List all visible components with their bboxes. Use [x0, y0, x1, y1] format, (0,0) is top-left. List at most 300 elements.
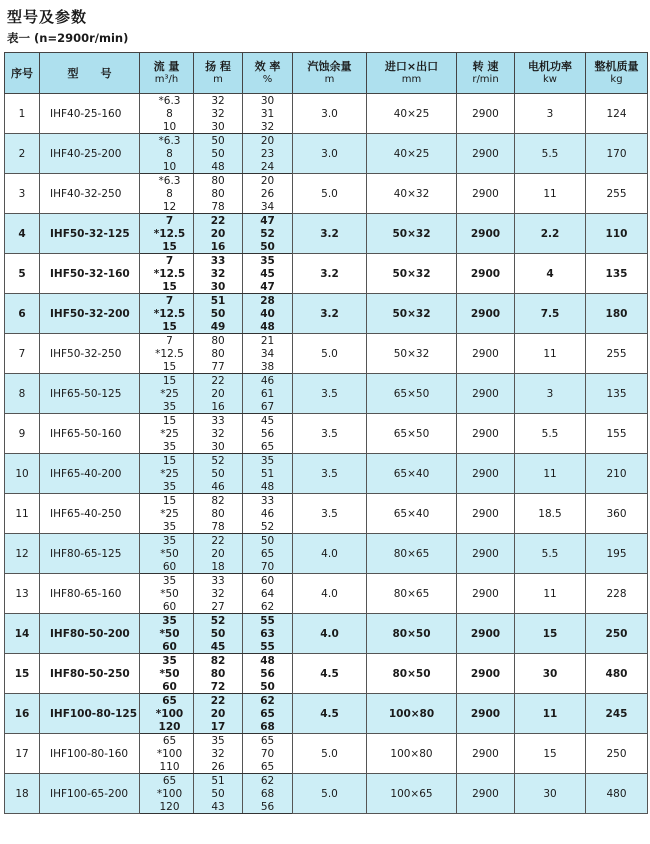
head-cell: 50 — [194, 307, 243, 320]
head-cell: 50 — [194, 627, 243, 640]
row-number: 10 — [5, 454, 40, 494]
head-cell: 26 — [194, 760, 243, 774]
flow-cell: 7 — [140, 254, 194, 268]
speed-cell: 2900 — [457, 334, 515, 374]
row-number: 2 — [5, 134, 40, 174]
efficiency-cell: 23 — [243, 147, 293, 160]
speed-cell: 2900 — [457, 454, 515, 494]
row-number: 1 — [5, 94, 40, 134]
flow-cell: *12.5 — [140, 347, 194, 360]
efficiency-cell: 34 — [243, 347, 293, 360]
mass-cell: 360 — [586, 494, 648, 534]
head-cell: 32 — [194, 94, 243, 108]
npsh-cell: 5.0 — [293, 174, 367, 214]
header-speed: 转 速 r/min — [457, 53, 515, 94]
head-cell: 78 — [194, 520, 243, 534]
efficiency-cell: 45 — [243, 267, 293, 280]
flow-cell: 35 — [140, 400, 194, 414]
power-cell: 3 — [515, 374, 586, 414]
head-cell: 80 — [194, 667, 243, 680]
table-row — [5, 494, 648, 508]
head-cell: 16 — [194, 240, 243, 254]
efficiency-cell: 65 — [243, 547, 293, 560]
head-cell: 32 — [194, 427, 243, 440]
efficiency-cell: 50 — [243, 534, 293, 548]
efficiency-cell: 48 — [243, 320, 293, 334]
head-cell: 50 — [194, 147, 243, 160]
efficiency-cell: 48 — [243, 480, 293, 494]
efficiency-cell: 31 — [243, 107, 293, 120]
table-row — [5, 454, 648, 468]
head-cell: 18 — [194, 560, 243, 574]
head-cell: 20 — [194, 387, 243, 400]
efficiency-cell: 52 — [243, 520, 293, 534]
npsh-cell: 5.0 — [293, 734, 367, 774]
mass-cell: 110 — [586, 214, 648, 254]
head-cell: 22 — [194, 534, 243, 548]
flow-cell: *50 — [140, 587, 194, 600]
flow-cell: *6.3 — [140, 134, 194, 148]
power-cell: 11 — [515, 174, 586, 214]
table-row — [5, 654, 648, 668]
header-power: 电机功率 kw — [515, 53, 586, 94]
model-cell: IHF65-40-200 — [40, 454, 140, 494]
head-cell: 80 — [194, 334, 243, 348]
flow-cell: 15 — [140, 454, 194, 468]
efficiency-cell: 62 — [243, 600, 293, 614]
power-cell: 11 — [515, 694, 586, 734]
row-number: 6 — [5, 294, 40, 334]
npsh-cell: 4.0 — [293, 534, 367, 574]
mass-cell: 210 — [586, 454, 648, 494]
mass-cell: 228 — [586, 574, 648, 614]
efficiency-cell: 64 — [243, 587, 293, 600]
head-cell: 32 — [194, 587, 243, 600]
flow-cell: 65 — [140, 734, 194, 748]
efficiency-cell: 65 — [243, 707, 293, 720]
port-cell: 65×50 — [367, 374, 457, 414]
efficiency-cell: 35 — [243, 454, 293, 468]
mass-cell: 480 — [586, 774, 648, 814]
flow-cell: *50 — [140, 667, 194, 680]
mass-cell: 250 — [586, 614, 648, 654]
head-cell: 22 — [194, 214, 243, 228]
port-cell: 65×40 — [367, 494, 457, 534]
efficiency-cell: 38 — [243, 360, 293, 374]
head-cell: 33 — [194, 254, 243, 268]
npsh-cell: 4.5 — [293, 694, 367, 734]
head-cell: 33 — [194, 414, 243, 428]
head-cell: 52 — [194, 614, 243, 628]
speed-cell: 2900 — [457, 614, 515, 654]
model-cell: IHF80-50-250 — [40, 654, 140, 694]
speed-cell: 2900 — [457, 214, 515, 254]
head-cell: 49 — [194, 320, 243, 334]
efficiency-cell: 33 — [243, 494, 293, 508]
row-number: 17 — [5, 734, 40, 774]
efficiency-cell: 62 — [243, 774, 293, 788]
model-cell: IHF40-25-160 — [40, 94, 140, 134]
head-cell: 35 — [194, 734, 243, 748]
efficiency-cell: 46 — [243, 374, 293, 388]
head-cell: 80 — [194, 347, 243, 360]
mass-cell: 135 — [586, 374, 648, 414]
npsh-cell: 3.5 — [293, 494, 367, 534]
flow-cell: 7 — [140, 214, 194, 228]
table-row — [5, 254, 648, 268]
speed-cell: 2900 — [457, 494, 515, 534]
efficiency-cell: 55 — [243, 614, 293, 628]
port-cell: 50×32 — [367, 254, 457, 294]
mass-cell: 170 — [586, 134, 648, 174]
header-mass: 整机质量 kg — [586, 53, 648, 94]
efficiency-cell: 68 — [243, 787, 293, 800]
row-number: 12 — [5, 534, 40, 574]
flow-cell: *100 — [140, 787, 194, 800]
npsh-cell: 5.0 — [293, 334, 367, 374]
head-cell: 20 — [194, 707, 243, 720]
power-cell: 7.5 — [515, 294, 586, 334]
head-cell: 50 — [194, 467, 243, 480]
npsh-cell: 4.0 — [293, 614, 367, 654]
flow-cell: 60 — [140, 560, 194, 574]
flow-cell: *25 — [140, 507, 194, 520]
table-row — [5, 734, 648, 748]
npsh-cell: 3.2 — [293, 214, 367, 254]
efficiency-cell: 62 — [243, 694, 293, 708]
efficiency-cell: 46 — [243, 507, 293, 520]
header-head: 扬 程 m — [194, 53, 243, 94]
head-cell: 20 — [194, 227, 243, 240]
flow-cell: *12.5 — [140, 267, 194, 280]
power-cell: 18.5 — [515, 494, 586, 534]
table-body — [5, 94, 648, 814]
speed-cell: 2900 — [457, 734, 515, 774]
header-ports: 进口×出口 mm — [367, 53, 457, 94]
head-cell: 72 — [194, 680, 243, 694]
power-cell: 11 — [515, 574, 586, 614]
head-cell: 27 — [194, 600, 243, 614]
port-cell: 100×65 — [367, 774, 457, 814]
model-cell: IHF100-80-160 — [40, 734, 140, 774]
row-number: 3 — [5, 174, 40, 214]
row-number: 7 — [5, 334, 40, 374]
flow-cell: 15 — [140, 360, 194, 374]
head-cell: 51 — [194, 294, 243, 308]
head-cell: 22 — [194, 694, 243, 708]
efficiency-cell: 50 — [243, 680, 293, 694]
mass-cell: 255 — [586, 334, 648, 374]
power-cell: 30 — [515, 654, 586, 694]
mass-cell: 155 — [586, 414, 648, 454]
flow-cell: 35 — [140, 520, 194, 534]
speed-cell: 2900 — [457, 654, 515, 694]
header-row — [5, 53, 648, 94]
mass-cell: 480 — [586, 654, 648, 694]
flow-cell: *50 — [140, 547, 194, 560]
efficiency-cell: 65 — [243, 440, 293, 454]
flow-cell: 8 — [140, 187, 194, 200]
flow-cell: *12.5 — [140, 227, 194, 240]
port-cell: 80×50 — [367, 654, 457, 694]
port-cell: 65×40 — [367, 454, 457, 494]
npsh-cell: 4.5 — [293, 654, 367, 694]
head-cell: 52 — [194, 454, 243, 468]
power-cell: 11 — [515, 454, 586, 494]
table-row — [5, 614, 648, 628]
head-cell: 22 — [194, 374, 243, 388]
npsh-cell: 4.0 — [293, 574, 367, 614]
port-cell: 65×50 — [367, 414, 457, 454]
flow-cell: 15 — [140, 494, 194, 508]
efficiency-cell: 55 — [243, 640, 293, 654]
efficiency-cell: 65 — [243, 734, 293, 748]
flow-cell: 10 — [140, 160, 194, 174]
flow-cell: 35 — [140, 574, 194, 588]
port-cell: 50×32 — [367, 334, 457, 374]
port-cell: 80×65 — [367, 534, 457, 574]
model-cell: IHF50-32-125 — [40, 214, 140, 254]
header-flow: 流 量 m³/h — [140, 53, 194, 94]
speed-cell: 2900 — [457, 374, 515, 414]
efficiency-cell: 20 — [243, 174, 293, 188]
row-number: 5 — [5, 254, 40, 294]
power-cell: 4 — [515, 254, 586, 294]
head-cell: 30 — [194, 280, 243, 294]
efficiency-cell: 51 — [243, 467, 293, 480]
port-cell: 40×25 — [367, 134, 457, 174]
flow-cell: 15 — [140, 320, 194, 334]
row-number: 9 — [5, 414, 40, 454]
power-cell: 30 — [515, 774, 586, 814]
npsh-cell: 3.2 — [293, 294, 367, 334]
power-cell: 15 — [515, 614, 586, 654]
efficiency-cell: 34 — [243, 200, 293, 214]
model-cell: IHF50-32-250 — [40, 334, 140, 374]
model-cell: IHF100-65-200 — [40, 774, 140, 814]
flow-cell: 120 — [140, 800, 194, 814]
table-row — [5, 174, 648, 188]
power-cell: 5.5 — [515, 134, 586, 174]
flow-cell: 15 — [140, 240, 194, 254]
page-title: 型号及参数 — [7, 8, 88, 26]
speed-cell: 2900 — [457, 134, 515, 174]
head-cell: 82 — [194, 494, 243, 508]
table-row — [5, 534, 648, 548]
efficiency-cell: 63 — [243, 627, 293, 640]
head-cell: 32 — [194, 267, 243, 280]
row-number: 16 — [5, 694, 40, 734]
flow-cell: *25 — [140, 387, 194, 400]
power-cell: 5.5 — [515, 414, 586, 454]
head-cell: 77 — [194, 360, 243, 374]
header-model: 型 号 — [40, 53, 140, 94]
port-cell: 50×32 — [367, 294, 457, 334]
npsh-cell: 5.0 — [293, 774, 367, 814]
table-caption: 表一 (n=2900r/min) — [7, 31, 129, 45]
mass-cell: 245 — [586, 694, 648, 734]
header-npsh: 汽蚀余量 m — [293, 53, 367, 94]
power-cell: 2.2 — [515, 214, 586, 254]
model-cell: IHF65-50-160 — [40, 414, 140, 454]
head-cell: 30 — [194, 440, 243, 454]
npsh-cell: 3.5 — [293, 454, 367, 494]
flow-cell: 7 — [140, 334, 194, 348]
flow-cell: *6.3 — [140, 174, 194, 188]
table-row — [5, 214, 648, 228]
mass-cell: 180 — [586, 294, 648, 334]
power-cell: 15 — [515, 734, 586, 774]
head-cell: 16 — [194, 400, 243, 414]
flow-cell: *100 — [140, 707, 194, 720]
speed-cell: 2900 — [457, 174, 515, 214]
table-row — [5, 374, 648, 388]
efficiency-cell: 45 — [243, 414, 293, 428]
port-cell: 100×80 — [367, 734, 457, 774]
speed-cell: 2900 — [457, 574, 515, 614]
spec-table — [4, 52, 648, 814]
efficiency-cell: 68 — [243, 720, 293, 734]
efficiency-cell: 32 — [243, 120, 293, 134]
power-cell: 5.5 — [515, 534, 586, 574]
table-row — [5, 94, 648, 108]
flow-cell: *50 — [140, 627, 194, 640]
head-cell: 32 — [194, 107, 243, 120]
speed-cell: 2900 — [457, 414, 515, 454]
model-cell: IHF65-50-125 — [40, 374, 140, 414]
flow-cell: 7 — [140, 294, 194, 308]
row-number: 14 — [5, 614, 40, 654]
row-number: 15 — [5, 654, 40, 694]
efficiency-cell: 26 — [243, 187, 293, 200]
efficiency-cell: 70 — [243, 560, 293, 574]
model-cell: IHF65-40-250 — [40, 494, 140, 534]
efficiency-cell: 28 — [243, 294, 293, 308]
flow-cell: 8 — [140, 147, 194, 160]
efficiency-cell: 56 — [243, 667, 293, 680]
table-row — [5, 134, 648, 148]
head-cell: 51 — [194, 774, 243, 788]
model-cell: IHF80-50-200 — [40, 614, 140, 654]
row-number: 11 — [5, 494, 40, 534]
flow-cell: 60 — [140, 600, 194, 614]
speed-cell: 2900 — [457, 694, 515, 734]
head-cell: 33 — [194, 574, 243, 588]
mass-cell: 124 — [586, 94, 648, 134]
flow-cell: 60 — [140, 640, 194, 654]
flow-cell: 10 — [140, 120, 194, 134]
efficiency-cell: 47 — [243, 214, 293, 228]
row-number: 18 — [5, 774, 40, 814]
speed-cell: 2900 — [457, 294, 515, 334]
efficiency-cell: 48 — [243, 654, 293, 668]
efficiency-cell: 65 — [243, 760, 293, 774]
flow-cell: 15 — [140, 280, 194, 294]
model-cell: IHF50-32-160 — [40, 254, 140, 294]
flow-cell: *6.3 — [140, 94, 194, 108]
efficiency-cell: 60 — [243, 574, 293, 588]
flow-cell: 65 — [140, 694, 194, 708]
flow-cell: *100 — [140, 747, 194, 760]
efficiency-cell: 56 — [243, 427, 293, 440]
power-cell: 11 — [515, 334, 586, 374]
head-cell: 50 — [194, 134, 243, 148]
efficiency-cell: 47 — [243, 280, 293, 294]
head-cell: 20 — [194, 547, 243, 560]
head-cell: 78 — [194, 200, 243, 214]
efficiency-cell: 21 — [243, 334, 293, 348]
npsh-cell: 3.5 — [293, 374, 367, 414]
head-cell: 50 — [194, 787, 243, 800]
flow-cell: 8 — [140, 107, 194, 120]
port-cell: 40×25 — [367, 94, 457, 134]
header-efficiency: 效 率 % — [243, 53, 293, 94]
npsh-cell: 3.5 — [293, 414, 367, 454]
row-number: 8 — [5, 374, 40, 414]
flow-cell: 12 — [140, 200, 194, 214]
efficiency-cell: 20 — [243, 134, 293, 148]
flow-cell: 35 — [140, 614, 194, 628]
model-cell: IHF40-32-250 — [40, 174, 140, 214]
mass-cell: 250 — [586, 734, 648, 774]
head-cell: 48 — [194, 160, 243, 174]
flow-cell: 35 — [140, 534, 194, 548]
model-cell: IHF80-65-160 — [40, 574, 140, 614]
flow-cell: *25 — [140, 427, 194, 440]
efficiency-cell: 40 — [243, 307, 293, 320]
efficiency-cell: 56 — [243, 800, 293, 814]
model-cell: IHF80-65-125 — [40, 534, 140, 574]
row-number: 4 — [5, 214, 40, 254]
flow-cell: 35 — [140, 654, 194, 668]
mass-cell: 135 — [586, 254, 648, 294]
head-cell: 80 — [194, 507, 243, 520]
flow-cell: 65 — [140, 774, 194, 788]
table-row — [5, 694, 648, 708]
port-cell: 40×32 — [367, 174, 457, 214]
flow-cell: 15 — [140, 374, 194, 388]
flow-cell: 15 — [140, 414, 194, 428]
table-row — [5, 334, 648, 348]
speed-cell: 2900 — [457, 534, 515, 574]
table-row — [5, 294, 648, 308]
npsh-cell: 3.2 — [293, 254, 367, 294]
efficiency-cell: 70 — [243, 747, 293, 760]
head-cell: 82 — [194, 654, 243, 668]
model-cell: IHF100-80-125 — [40, 694, 140, 734]
port-cell: 100×80 — [367, 694, 457, 734]
speed-cell: 2900 — [457, 94, 515, 134]
npsh-cell: 3.0 — [293, 94, 367, 134]
efficiency-cell: 24 — [243, 160, 293, 174]
flow-cell: 110 — [140, 760, 194, 774]
mass-cell: 195 — [586, 534, 648, 574]
efficiency-cell: 35 — [243, 254, 293, 268]
port-cell: 50×32 — [367, 214, 457, 254]
flow-cell: 60 — [140, 680, 194, 694]
header-no: 序号 — [5, 53, 40, 94]
table-row — [5, 574, 648, 588]
table-row — [5, 774, 648, 788]
head-cell: 80 — [194, 187, 243, 200]
power-cell: 3 — [515, 94, 586, 134]
head-cell: 32 — [194, 747, 243, 760]
efficiency-cell: 50 — [243, 240, 293, 254]
model-cell: IHF40-25-200 — [40, 134, 140, 174]
row-number: 13 — [5, 574, 40, 614]
flow-cell: *12.5 — [140, 307, 194, 320]
efficiency-cell: 30 — [243, 94, 293, 108]
